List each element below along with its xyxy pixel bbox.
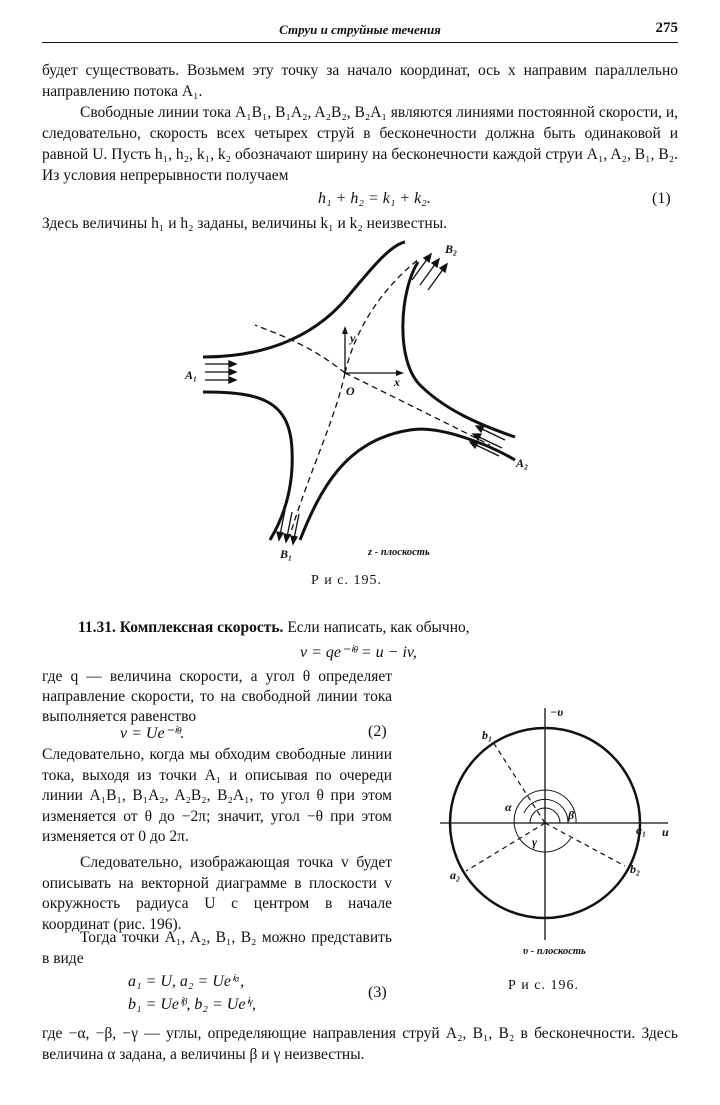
label-u: u (662, 825, 669, 839)
page-number: 275 (655, 20, 678, 36)
label-a1-point: a₁ (636, 823, 647, 837)
radius-b1 (493, 742, 545, 823)
equation-1-number: (1) (652, 190, 671, 207)
equation-3b: b₁ = Ueⁱᵝ, b₂ = Ueⁱᵞ, (128, 996, 256, 1013)
section-number: 11.31. (78, 619, 116, 636)
z-plane-label: z - плоскость (368, 547, 430, 558)
paragraph-1: будет существовать. Возьмем эту точку за начало координат, ось x направим параллельно направлению потока A₁. (42, 62, 678, 100)
label-a2-point: a₂ (450, 868, 461, 882)
label-b2: B₂ (445, 242, 458, 256)
label-x: x (394, 375, 400, 389)
v-plane-label: υ - плоскость (523, 946, 586, 957)
label-beta: β (568, 808, 575, 822)
equation-1: h₁ + h₂ = k₁ + k₂. (318, 190, 431, 207)
equation-3a: a₁ = U, a₂ = Ueⁱᵅ, (128, 973, 245, 990)
equation-2: v = Ue⁻ⁱᶿ. (120, 725, 185, 742)
figure-195-caption: Р и с. 195. (311, 573, 382, 588)
running-title: Струи и струйные течения (279, 22, 441, 37)
equation-2-number: (2) (368, 723, 387, 740)
label-b1: B₁ (280, 547, 293, 561)
paragraph-7: Тогда точки A₁, A₂, B₁, B₂ можно представить в виде (42, 929, 392, 967)
label-origin: O (346, 384, 355, 398)
label-alpha: α (505, 800, 512, 814)
radius-b2 (545, 823, 625, 866)
label-y: y (350, 331, 356, 345)
figure-196-caption: Р и с. 196. (508, 978, 579, 993)
label-a2: A₂ (516, 456, 529, 470)
paragraph-6: Следовательно, изображающая точка v будет описывать на векторной диаграмме в плоскости v окружность радиуса U с центром в начале координат (рис. 196). (42, 854, 392, 933)
label-gamma: γ (532, 835, 537, 849)
paragraph-3: Здесь величины h₁ и h₂ заданы, величины k₁ и k₂ неизвестны. (42, 215, 447, 232)
section-intro: Если написать, как обычно, (287, 619, 470, 636)
equation-complex-velocity: v = qe⁻ⁱᶿ = u − iv, (300, 644, 417, 661)
paragraph-2: Свободные линии тока A₁B₁, B₁A₂, A₂B₂, B₂A₁ являются линиями постоянной скорости, и, следовательно, скорость всех четырех струй в бесконечности должна быть одинаковой и равной U. Пусть h₁, h₂, k₁, k₂ обозначают ширину на бесконечности каждой струи A₁, A₂, B₁, B₂. Из условия непрерывности получаем (42, 104, 678, 184)
section-title: Комплексная скорость. (119, 619, 284, 636)
label-b1-point: b₁ (482, 728, 493, 742)
paragraph-5: Следовательно, когда мы обходим свободные линии тока, выходя из точки A₁ и описывая по очереди линии A₁B₁, B₁A₂, A₂B₂, B₂A₁, то угол θ при этом изменяется от θ до −2π; значит, угол −θ при этом изменяется от 0 до 2π. (42, 746, 392, 845)
equation-3-number: (3) (368, 984, 387, 1001)
paragraph-8: где −α, −β, −γ — углы, определяющие направления струй A₂, B₁, B₂ в бесконечности. Здесь величина α задана, а величины β и γ неизвестны. (42, 1025, 678, 1063)
paragraph-4-text: где q — величина скорости, а угол θ определяет направление скорости, то на свободной линии тока выполняется равенство (42, 668, 392, 725)
label-a1: A₁ (185, 368, 198, 382)
label-b2-point: b₂ (630, 862, 641, 876)
label-minus-v: −υ (550, 705, 564, 719)
